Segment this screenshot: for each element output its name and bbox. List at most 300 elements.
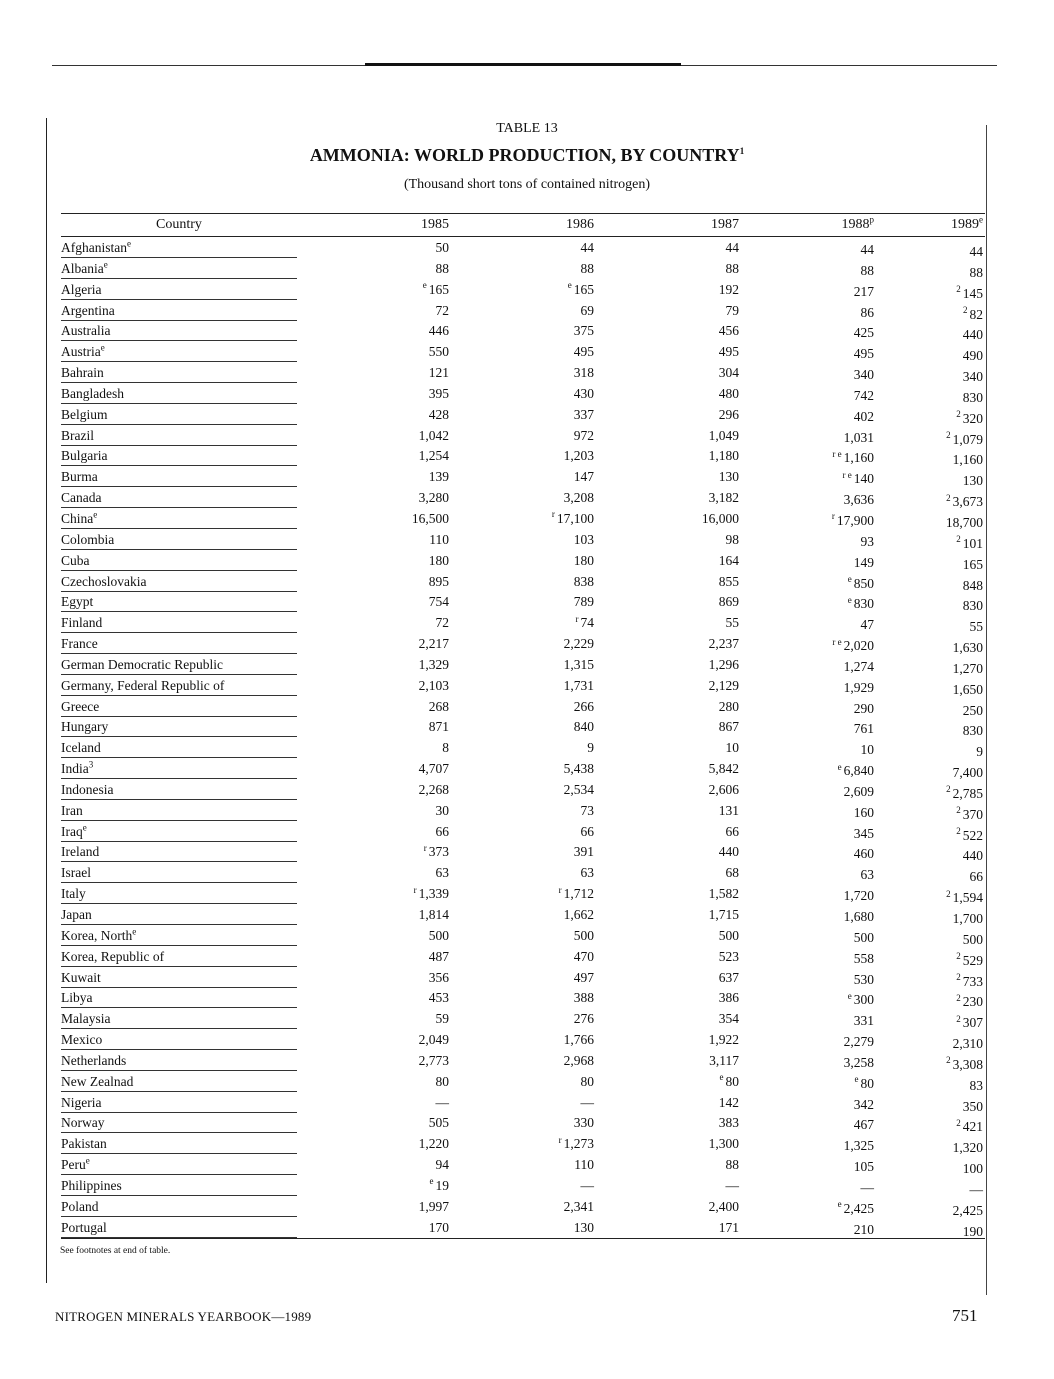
cell-value xyxy=(297,657,449,673)
value-footnote-mark: 2 xyxy=(946,430,951,441)
cell-value xyxy=(297,719,449,735)
value-text: 867 xyxy=(718,719,739,735)
value-text: 44 xyxy=(969,244,983,259)
cell-value xyxy=(297,365,449,381)
value-footnote-mark: 2 xyxy=(963,305,968,316)
value-text: 296 xyxy=(718,406,739,422)
value-text: 88 xyxy=(435,260,449,276)
value-text: 1,329 xyxy=(418,656,449,672)
header-1985 xyxy=(297,217,449,233)
value-text: 149 xyxy=(853,554,874,570)
value-text: 1,630 xyxy=(952,640,983,656)
cell-value xyxy=(297,824,449,840)
value-text: 637 xyxy=(718,969,739,985)
value-text: 425 xyxy=(853,325,874,341)
table-row xyxy=(61,696,985,717)
value-text: 460 xyxy=(853,846,874,862)
value-text: 47 xyxy=(860,617,874,633)
value-text: 761 xyxy=(853,721,874,737)
value-text: 2,341 xyxy=(563,1198,594,1214)
cell-value xyxy=(739,1159,874,1175)
table-row xyxy=(61,925,985,946)
cell-value xyxy=(739,409,874,425)
cell-value xyxy=(739,680,874,696)
value-text: 1,594 xyxy=(952,890,983,906)
value-text: 230 xyxy=(962,994,983,1010)
value-text: 895 xyxy=(428,573,449,589)
country-footnote-mark: e xyxy=(93,509,98,520)
cell-value xyxy=(739,471,874,487)
table-row xyxy=(61,487,985,508)
value-text: 370 xyxy=(962,806,983,822)
cell-country xyxy=(61,303,297,321)
cell-value xyxy=(449,448,594,464)
value-footnote-mark: 2 xyxy=(956,805,961,816)
value-text: 304 xyxy=(718,365,739,381)
cell-country xyxy=(61,282,297,300)
table-row xyxy=(61,987,985,1008)
value-text: 373 xyxy=(428,844,449,860)
cell-country xyxy=(61,594,297,612)
value-text: 1,270 xyxy=(952,660,983,676)
table-row xyxy=(61,341,985,362)
table-row xyxy=(61,904,985,925)
table-row xyxy=(61,716,985,737)
cell-value xyxy=(297,949,449,965)
table-row xyxy=(61,404,985,425)
value-text: 80 xyxy=(860,1075,874,1091)
value-text: 375 xyxy=(573,323,594,339)
value-text: 1,814 xyxy=(418,907,449,922)
value-text: 44 xyxy=(580,240,594,255)
value-text: 350 xyxy=(962,1098,983,1114)
value-text: 3,673 xyxy=(952,494,983,510)
cell-value xyxy=(739,742,874,758)
table-row xyxy=(61,758,985,779)
cell-country xyxy=(61,782,297,800)
value-text: 131 xyxy=(718,802,739,818)
cell-value xyxy=(297,699,449,715)
value-footnote-mark: e xyxy=(429,1176,434,1187)
cell-value xyxy=(449,303,594,319)
cell-country xyxy=(61,1178,297,1196)
table-row xyxy=(61,258,985,279)
value-text: 558 xyxy=(853,950,874,966)
value-footnote-mark: e xyxy=(847,574,852,584)
cell-value xyxy=(297,428,449,444)
cell-country xyxy=(61,1157,297,1175)
cell-value xyxy=(594,448,739,464)
value-text: 386 xyxy=(718,990,739,1006)
value-text: 1,650 xyxy=(952,681,983,697)
cell-value xyxy=(594,428,739,444)
cell-value xyxy=(594,907,739,923)
cell-value xyxy=(449,615,594,631)
value-text: 79 xyxy=(725,302,739,318)
cell-value xyxy=(594,636,739,652)
cell-value xyxy=(449,699,594,715)
cell-value xyxy=(449,1032,594,1048)
value-text: 1,715 xyxy=(708,907,739,922)
cell-value xyxy=(594,761,739,777)
cell-value xyxy=(594,657,739,673)
cell-value xyxy=(874,1224,983,1240)
value-text: 1,339 xyxy=(418,886,449,902)
table-row xyxy=(61,508,985,529)
cell-value xyxy=(449,532,594,548)
country-name: Japan xyxy=(61,907,92,922)
value-footnote-mark: r xyxy=(831,511,835,522)
value-text: 490 xyxy=(962,348,983,364)
cell-country xyxy=(61,1199,297,1217)
value-text: 2,785 xyxy=(952,785,983,801)
cell-value xyxy=(297,553,449,569)
cell-value xyxy=(594,490,739,506)
cell-value xyxy=(594,344,739,360)
country-name: Hungary xyxy=(61,719,109,735)
cell-value xyxy=(594,844,739,860)
country-name: Bulgaria xyxy=(61,448,108,464)
cell-value xyxy=(297,469,449,485)
table-row xyxy=(61,946,985,967)
cell-country xyxy=(61,615,297,633)
value-text: 345 xyxy=(853,825,874,841)
table-row xyxy=(61,425,985,446)
cell-value xyxy=(297,803,449,819)
cell-value xyxy=(739,846,874,862)
cell-value xyxy=(449,1199,594,1215)
cell-country xyxy=(61,928,297,946)
cell-value xyxy=(739,659,874,675)
cell-country xyxy=(61,261,297,279)
cell-value xyxy=(449,719,594,735)
value-text: 500 xyxy=(853,929,874,945)
table-row xyxy=(61,1092,985,1113)
value-text: 742 xyxy=(853,387,874,403)
value-text: 88 xyxy=(969,264,983,280)
table-row xyxy=(61,779,985,800)
cell-value xyxy=(594,282,739,298)
value-text: 855 xyxy=(718,573,739,589)
value-text: 1,273 xyxy=(563,1136,594,1152)
value-text: 9 xyxy=(587,740,594,756)
cell-value xyxy=(739,1222,874,1238)
value-text: 1,315 xyxy=(563,656,594,672)
cell-value xyxy=(739,430,874,446)
value-text: 430 xyxy=(573,385,594,401)
cell-country xyxy=(61,803,297,821)
value-text: 789 xyxy=(573,594,594,610)
cell-value xyxy=(297,1115,449,1131)
value-text: 383 xyxy=(718,1115,739,1131)
table-row xyxy=(61,591,985,612)
cell-value xyxy=(449,1115,594,1131)
header-1989 xyxy=(874,214,983,233)
value-footnote-mark: 2 xyxy=(956,972,961,983)
value-text: 66 xyxy=(725,823,739,839)
cell-value xyxy=(449,1095,594,1111)
right-margin-rule xyxy=(986,125,987,1295)
cell-value xyxy=(739,701,874,717)
cell-value xyxy=(739,617,874,633)
value-text: 9 xyxy=(976,744,983,760)
cell-country xyxy=(61,490,297,508)
country-name: Canada xyxy=(61,490,102,506)
value-text: 848 xyxy=(962,577,983,593)
cell-value xyxy=(449,386,594,402)
value-footnote-mark: 2 xyxy=(956,826,961,837)
country-name: Malaysia xyxy=(61,1011,111,1027)
value-text: 340 xyxy=(853,367,874,383)
value-text: 500 xyxy=(962,931,983,947)
cell-country xyxy=(61,386,297,404)
cell-value xyxy=(297,532,449,548)
cell-value xyxy=(594,886,739,902)
country-name: Iceland xyxy=(61,740,101,756)
cell-value xyxy=(594,511,739,527)
cell-value xyxy=(594,1199,739,1215)
country-name: Korea, North xyxy=(61,927,133,943)
cell-country xyxy=(61,907,297,925)
cell-value xyxy=(449,511,594,527)
country-footnote-mark: e xyxy=(82,822,87,833)
value-text: 280 xyxy=(718,698,739,714)
cell-country xyxy=(61,532,297,550)
value-text: 754 xyxy=(428,594,449,610)
cell-value xyxy=(297,1157,449,1173)
country-name: Czechoslovakia xyxy=(61,573,147,589)
value-text: 2,049 xyxy=(418,1032,449,1048)
country-name: Philippines xyxy=(61,1177,122,1193)
value-text: 170 xyxy=(428,1219,449,1235)
cell-value xyxy=(594,1115,739,1131)
cell-value xyxy=(449,824,594,840)
cell-value xyxy=(594,532,739,548)
running-footer-title: NITROGEN MINERALS YEARBOOK—1989 xyxy=(55,1309,312,1324)
value-text: 354 xyxy=(718,1011,739,1027)
cell-value xyxy=(739,263,874,279)
cell-value xyxy=(297,448,449,464)
value-text: 830 xyxy=(962,389,983,405)
cell-value xyxy=(739,784,874,800)
value-footnote-mark: 2 xyxy=(956,1117,961,1128)
value-text: — xyxy=(580,1177,594,1193)
value-text: 850 xyxy=(853,575,874,591)
cell-value xyxy=(594,928,739,944)
cell-value xyxy=(449,365,594,381)
cell-value xyxy=(449,1220,594,1236)
value-text: 500 xyxy=(718,927,739,943)
country-name: German Democratic Republic xyxy=(61,656,223,672)
country-name: Ireland xyxy=(61,844,100,860)
country-name: Libya xyxy=(61,990,93,1006)
cell-value xyxy=(739,1138,874,1154)
cell-value xyxy=(739,972,874,988)
country-name: Argentina xyxy=(61,302,115,318)
value-text: 192 xyxy=(718,281,739,297)
cell-value xyxy=(297,1074,449,1090)
value-text: 2,237 xyxy=(708,636,739,652)
cell-value xyxy=(594,261,739,277)
cell-value xyxy=(449,844,594,860)
table-row xyxy=(61,550,985,571)
value-text: 110 xyxy=(429,531,449,547)
table-title-text: AMMONIA: WORLD PRODUCTION, BY COUNTRY xyxy=(309,145,740,165)
cell-value xyxy=(739,1055,874,1071)
country-name: Iran xyxy=(61,802,83,818)
value-footnote-mark: 2 xyxy=(946,1055,951,1066)
cell-value xyxy=(449,1053,594,1069)
cell-value xyxy=(449,678,594,694)
cell-value xyxy=(297,615,449,631)
country-name: Poland xyxy=(61,1198,99,1214)
value-text: 467 xyxy=(853,1117,874,1133)
table-body xyxy=(61,237,985,1238)
country-name: Italy xyxy=(61,886,86,902)
value-text: 164 xyxy=(718,552,739,568)
cell-value xyxy=(297,1032,449,1048)
value-text: 2,400 xyxy=(708,1198,739,1214)
cell-value xyxy=(594,594,739,610)
cell-value xyxy=(594,824,739,840)
value-text: 320 xyxy=(962,410,983,426)
value-text: 160 xyxy=(853,804,874,820)
cell-country xyxy=(61,636,297,654)
cell-value xyxy=(297,907,449,923)
value-text: 830 xyxy=(962,723,983,739)
cell-value xyxy=(739,805,874,821)
value-text: 2,129 xyxy=(708,677,739,693)
cell-value xyxy=(739,867,874,883)
cell-value xyxy=(449,1157,594,1173)
value-text: 830 xyxy=(853,596,874,612)
table-row xyxy=(61,529,985,550)
cell-value xyxy=(297,990,449,1006)
cell-value xyxy=(594,469,739,485)
cell-country xyxy=(61,1011,297,1029)
cell-value xyxy=(739,325,874,341)
cell-country xyxy=(61,719,297,737)
value-text: 86 xyxy=(860,304,874,320)
value-text: 17,100 xyxy=(556,510,594,526)
cell-value xyxy=(594,1157,739,1173)
value-text: 1,731 xyxy=(563,677,594,693)
page-number: 751 xyxy=(952,1306,978,1325)
cell-value xyxy=(297,511,449,527)
cell-value xyxy=(739,1180,874,1196)
table-row xyxy=(61,466,985,487)
cell-value xyxy=(594,1074,739,1090)
cell-value xyxy=(739,284,874,300)
value-text: 266 xyxy=(573,698,594,714)
table-row xyxy=(61,967,985,988)
cell-value xyxy=(449,1178,594,1194)
value-footnote-mark: 2 xyxy=(956,1013,961,1024)
value-text: 1,042 xyxy=(418,427,449,443)
value-text: 421 xyxy=(962,1119,983,1135)
cell-country xyxy=(61,511,297,529)
cell-value xyxy=(739,305,874,321)
country-name: Albania xyxy=(61,260,104,276)
value-text: 1,220 xyxy=(418,1136,449,1152)
table-row xyxy=(61,633,985,654)
cell-value xyxy=(297,303,449,319)
cell-value xyxy=(594,1032,739,1048)
value-text: 1,929 xyxy=(843,679,874,695)
cell-value xyxy=(739,763,874,779)
value-text: 495 xyxy=(853,346,874,362)
cell-value xyxy=(449,949,594,965)
table-row xyxy=(61,1175,985,1196)
value-text: — xyxy=(580,1094,594,1110)
value-text: 66 xyxy=(580,823,594,839)
value-text: 98 xyxy=(725,531,739,547)
value-text: 440 xyxy=(718,844,739,860)
value-text: 63 xyxy=(580,865,594,881)
cell-country xyxy=(61,240,297,258)
value-text: 1,320 xyxy=(952,1140,983,1156)
value-text: 446 xyxy=(428,323,449,339)
value-text: 2,217 xyxy=(418,636,449,652)
value-text: 130 xyxy=(962,473,983,489)
cell-country xyxy=(61,407,297,425)
value-text: 147 xyxy=(573,469,594,485)
value-text: 55 xyxy=(725,615,739,631)
production-table xyxy=(61,213,985,1239)
cell-value xyxy=(449,1074,594,1090)
value-text: 300 xyxy=(853,992,874,1008)
value-text: 80 xyxy=(580,1073,594,1089)
cell-value xyxy=(449,803,594,819)
cell-value xyxy=(594,303,739,319)
value-text: 869 xyxy=(718,594,739,610)
cell-value xyxy=(449,490,594,506)
cell-value xyxy=(297,1095,449,1111)
cell-value xyxy=(449,636,594,652)
country-name: Austria xyxy=(61,344,101,360)
value-text: 340 xyxy=(962,369,983,385)
cell-value xyxy=(739,1117,874,1133)
cell-country xyxy=(61,761,297,779)
cell-value xyxy=(297,636,449,652)
value-text: 391 xyxy=(573,844,594,860)
value-text: 30 xyxy=(435,802,449,818)
value-footnote-mark: e xyxy=(837,761,842,772)
value-text: 105 xyxy=(853,1159,874,1175)
cell-value xyxy=(594,1136,739,1152)
value-text: 63 xyxy=(860,867,874,883)
table-row xyxy=(61,1050,985,1071)
country-name: Iraq xyxy=(61,823,83,839)
cell-value xyxy=(297,1178,449,1194)
value-text: 2,279 xyxy=(843,1034,874,1050)
value-text: 2,968 xyxy=(563,1052,594,1068)
table-row xyxy=(61,821,985,842)
cell-value xyxy=(297,594,449,610)
table-row xyxy=(61,862,985,883)
value-text: 1,254 xyxy=(418,448,449,464)
value-text: 2,229 xyxy=(563,636,594,652)
cell-value xyxy=(594,970,739,986)
cell-value xyxy=(739,242,874,258)
cell-value xyxy=(297,344,449,360)
cell-value xyxy=(449,594,594,610)
value-footnote-mark: r e xyxy=(832,448,842,459)
table-row xyxy=(61,841,985,862)
cell-value xyxy=(297,1011,449,1027)
value-text: 130 xyxy=(573,1219,594,1235)
value-text: 50 xyxy=(435,240,449,255)
